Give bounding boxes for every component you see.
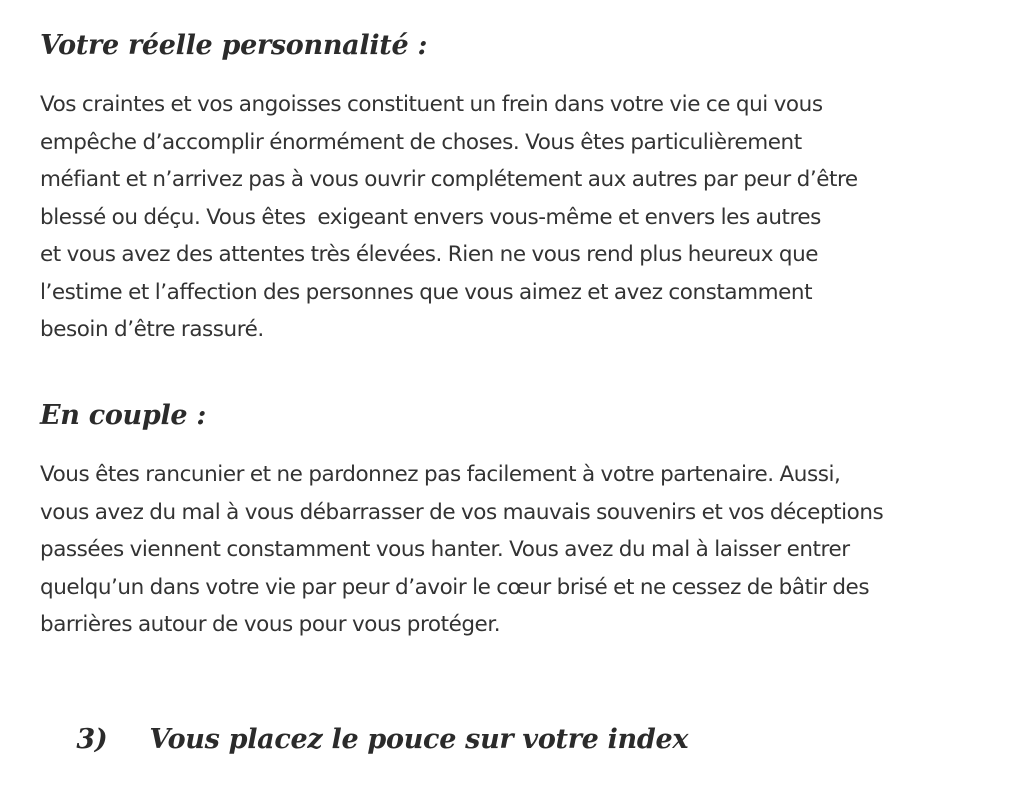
paragraph-line: Vous êtes rancunier et ne pardonnez pas facilement à votre partenaire. Aussi, [40,462,841,487]
paragraph-line: quelqu’un dans votre vie par peur d’avoir le cœur brisé et ne cessez de bâtir des [40,574,870,600]
paragraph-line: besoin d’être rassuré. [40,317,264,342]
section-heading-personality: Votre réelle personnalité : [40,30,428,61]
section-heading-thumb-index [40,693,688,786]
paragraph-line: empêche d’accomplir énormément de choses. Vous êtes particulièrement [40,129,802,155]
paragraph-line: passées viennent constamment vous hanter. Vous avez du mal à laisser entrer [40,537,850,562]
paragraph-line: vous avez du mal à vous débarrasser de vos mauvais souvenirs et vos déceptions [40,499,884,525]
paragraph-line: méfiant et n’arrivez pas à vous ouvrir complétement aux autres par peur d’être [40,167,858,192]
section-title: Vous placez le pouce sur votre index [149,724,689,755]
paragraph-line: Vos craintes et vos angoisses constituent un frein dans votre vie ce qui vous [40,92,823,117]
paragraph-line: blessé ou déçu. Vous êtes exigeant envers vous-même et envers les autres [40,204,821,230]
paragraph-line: et vous avez des attentes très élevées. Rien ne vous rend plus heureux que [40,242,819,267]
personality-paragraph [40,86,858,349]
section-heading-couple: En couple : [40,400,207,431]
couple-paragraph [40,456,883,644]
paragraph-line: barrières autour de vous pour vous protéger. [40,612,501,637]
section-number: 3) [76,724,108,755]
paragraph-line: l’estime et l’affection des personnes que vous aimez et avez constamment [40,279,813,305]
